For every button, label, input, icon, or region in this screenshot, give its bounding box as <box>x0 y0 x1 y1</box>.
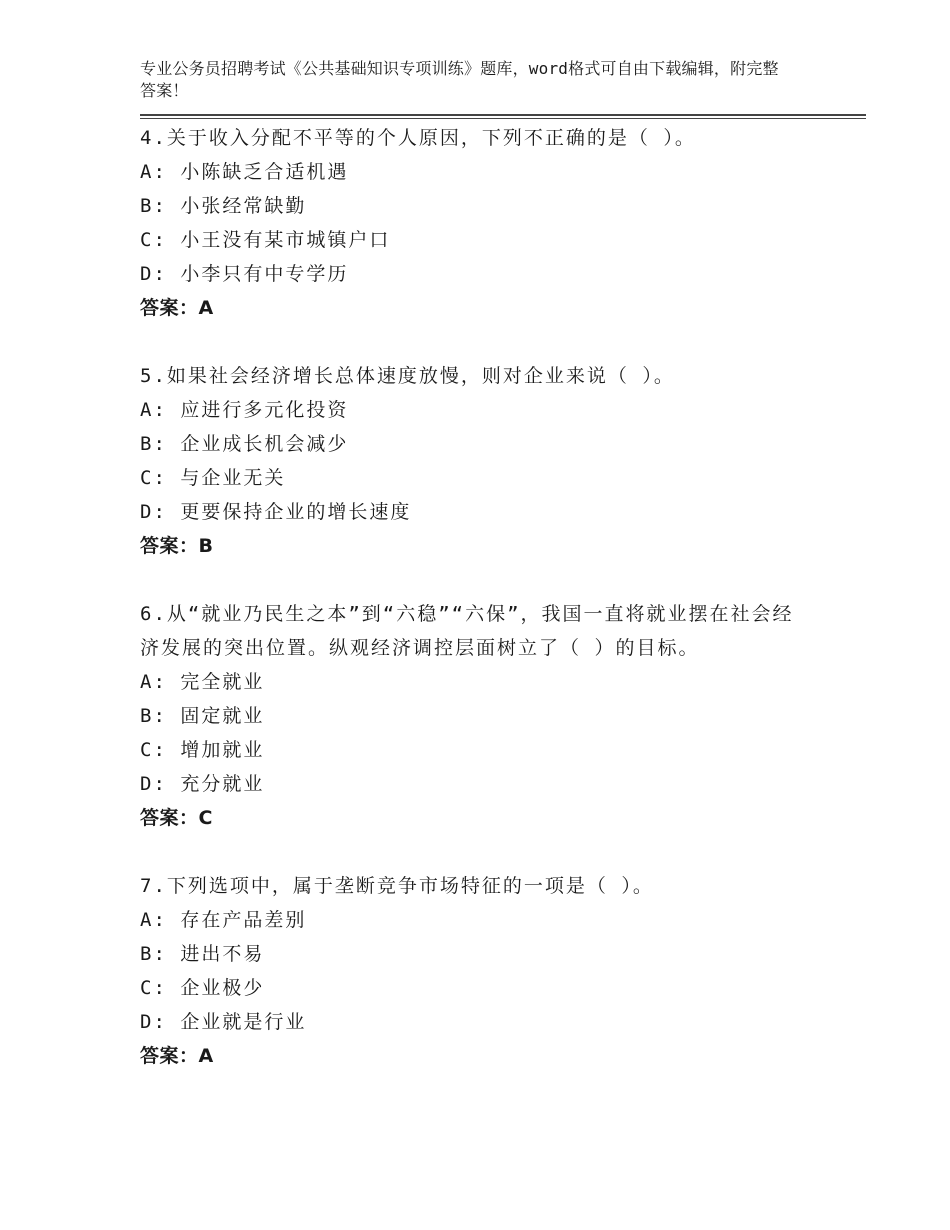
question-stem: 4.关于收入分配不平等的个人原因，下列不正确的是（ ）。 <box>140 127 696 149</box>
option-d: D: 更要保持企业的增长速度 <box>140 501 412 523</box>
question-4 <box>140 121 868 325</box>
option-d: D: 企业就是行业 <box>140 1011 307 1033</box>
question-stem: 7.下列选项中，属于垄断竞争市场特征的一项是（ ）。 <box>140 875 654 897</box>
option-a: A: 小陈缺乏合适机遇 <box>140 161 349 183</box>
option-b: B: 进出不易 <box>140 943 265 965</box>
option-b: B: 企业成长机会减少 <box>140 433 349 455</box>
question-5 <box>140 359 868 563</box>
spacer <box>140 325 868 359</box>
option-d: D: 小李只有中专学历 <box>140 263 349 285</box>
question-6 <box>140 597 868 835</box>
option-c: C: 小王没有某市城镇户口 <box>140 229 391 251</box>
option-d: D: 充分就业 <box>140 773 265 795</box>
spacer <box>140 835 868 869</box>
answer: 答案：B <box>140 535 214 557</box>
document-page <box>140 58 868 1073</box>
answer: 答案：A <box>140 297 214 319</box>
option-a: A: 存在产品差别 <box>140 909 307 931</box>
question-stem: 5.如果社会经济增长总体速度放慢，则对企业来说（ ）。 <box>140 365 675 387</box>
answer: 答案：C <box>140 807 213 829</box>
option-c: C: 与企业无关 <box>140 467 286 489</box>
question-stem: 6.从“就业乃民生之本”到“六稳”“六保”，我国一直将就业摆在社会经济发展的突出位置。纵观经济调控层面树立了（ ）的目标。 <box>140 603 794 659</box>
option-b: B: 小张经常缺勤 <box>140 195 307 217</box>
option-c: C: 企业极少 <box>140 977 265 999</box>
option-a: A: 完全就业 <box>140 671 265 693</box>
header-rule <box>140 114 866 119</box>
answer: 答案：A <box>140 1045 214 1067</box>
document-header: 专业公务员招聘考试《公共基础知识专项训练》题库，word格式可自由下载编辑，附完整答案！ <box>140 59 779 100</box>
option-a: A: 应进行多元化投资 <box>140 399 349 421</box>
spacer <box>140 563 868 597</box>
option-b: B: 固定就业 <box>140 705 265 727</box>
question-7 <box>140 869 868 1073</box>
option-c: C: 增加就业 <box>140 739 265 761</box>
